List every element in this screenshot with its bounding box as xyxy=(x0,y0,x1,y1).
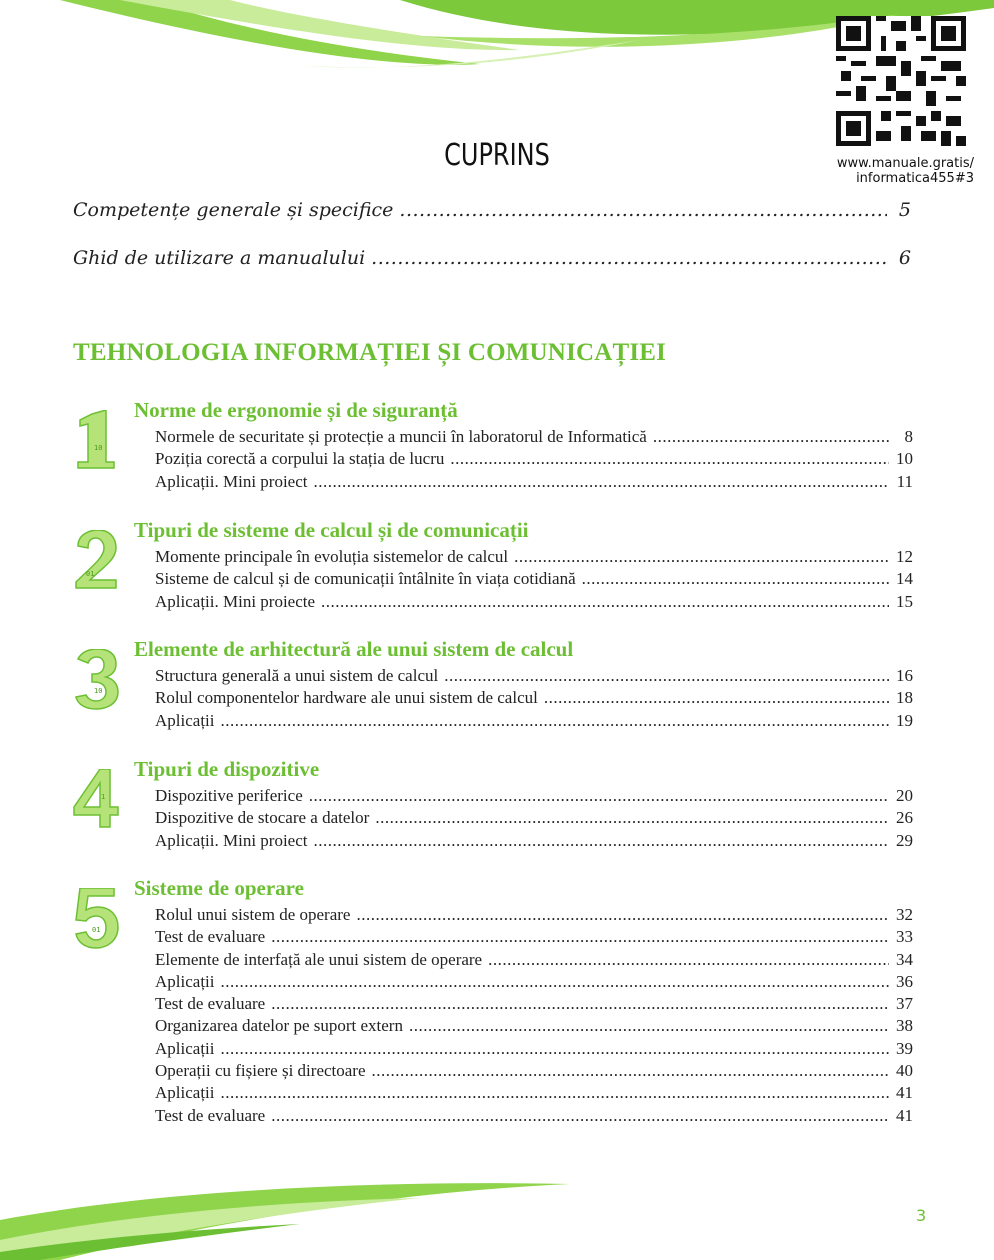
dot-leader xyxy=(220,971,889,993)
chapter-number-5-icon xyxy=(72,888,122,950)
toc-entry-page: 33 xyxy=(896,927,913,947)
toc-entry-label: Aplicații xyxy=(155,1038,215,1058)
toc-entry[interactable] xyxy=(155,448,913,470)
chapter-title: Tipuri de sisteme de calcul și de comunicații xyxy=(134,518,529,542)
toc-entry[interactable] xyxy=(155,665,913,687)
chapter-items xyxy=(155,665,913,732)
page-number: 3 xyxy=(916,1206,927,1225)
toc-entry[interactable] xyxy=(155,1015,913,1037)
chapter-items xyxy=(155,785,913,852)
chapter-title: Sisteme de operare xyxy=(134,876,304,900)
toc-entry[interactable] xyxy=(155,904,913,926)
toc-entry-page: 8 xyxy=(904,427,913,446)
toc-entry-page: 14 xyxy=(896,569,913,589)
chapter-title: Tipuri de dispozitive xyxy=(134,757,320,781)
toc-entry-label: Dispozitive de stocare a datelor xyxy=(155,808,370,828)
toc-entry-page: 15 xyxy=(896,591,913,611)
svg-text:10: 10 xyxy=(94,687,103,695)
toc-entry-page: 32 xyxy=(896,905,913,924)
dot-leader xyxy=(450,448,889,470)
toc-entry-label: Rolul componentelor hardware ale unui sistem de calcul xyxy=(155,688,538,708)
dot-leader xyxy=(314,471,890,493)
toc-entry-label: Aplicații. Mini proiect xyxy=(155,471,308,491)
qr-code[interactable] xyxy=(826,16,976,156)
toc-entry-page: 19 xyxy=(896,710,913,730)
toc-entry-page: 18 xyxy=(896,688,913,708)
toc-entry[interactable] xyxy=(155,807,913,829)
toc-entry-label: Aplicații xyxy=(155,1083,215,1103)
toc-entry-label: Test de evaluare xyxy=(155,927,266,947)
chapter-items xyxy=(155,546,913,613)
toc-entry[interactable] xyxy=(155,830,913,852)
toc-entry-label: Structura generală a unui sistem de calcul xyxy=(155,666,439,685)
toc-entry-label: Aplicații xyxy=(155,971,215,991)
toc-entry[interactable] xyxy=(155,993,913,1015)
toc-entry-page: 12 xyxy=(896,547,913,566)
qr-caption-line1: www.manuale.gratis/ xyxy=(836,156,974,171)
svg-text:10: 10 xyxy=(94,444,103,452)
toc-entry-page: 6 xyxy=(898,247,911,269)
toc-entry-page: 20 xyxy=(896,786,913,805)
chapter-number-2-icon xyxy=(72,530,122,592)
dot-leader xyxy=(399,197,887,223)
chapter-title: Norme de ergonomie și de siguranță xyxy=(134,398,458,422)
toc-entry-label: Poziția corectă a corpului la stația de lucru xyxy=(155,449,445,469)
toc-entry[interactable] xyxy=(155,1105,913,1127)
dot-leader xyxy=(220,1082,889,1104)
toc-entry[interactable] xyxy=(155,1038,913,1060)
toc-entry-page: 29 xyxy=(896,830,913,850)
binary-wave-banner-bottom xyxy=(0,1180,994,1260)
chapter-items xyxy=(155,904,913,1127)
toc-entry-page: 5 xyxy=(898,199,911,221)
toc-entry[interactable] xyxy=(155,785,913,807)
toc-entry-label: Momente principale în evoluția sistemelor de calcul xyxy=(155,547,509,566)
toc-entry-label: Aplicații xyxy=(155,710,215,730)
dot-leader xyxy=(271,993,889,1015)
toc-entry[interactable] xyxy=(155,949,913,971)
chapter-items xyxy=(155,426,913,493)
toc-entry[interactable] xyxy=(155,971,913,993)
dot-leader xyxy=(582,568,889,590)
toc-entry-label: Ghid de utilizare a manualului xyxy=(73,247,366,269)
toc-entry-label: Elemente de interfață ale unui sistem de operare xyxy=(155,949,483,969)
dot-leader xyxy=(309,785,889,807)
toc-entry-label: Rolul unui sistem de operare xyxy=(155,905,351,924)
dot-leader xyxy=(220,710,889,732)
toc-entry-label: Operații cu fișiere și directoare xyxy=(155,1061,366,1081)
toc-entry-label: Test de evaluare xyxy=(155,994,266,1014)
toc-entry[interactable] xyxy=(155,568,913,590)
chapter-number-3-icon xyxy=(72,649,122,711)
toc-entry-page: 37 xyxy=(896,994,913,1014)
toc-entry-label: Competențe generale și specifice xyxy=(73,199,394,221)
dot-leader xyxy=(371,245,887,271)
svg-text:01: 01 xyxy=(92,926,101,934)
svg-text:1: 1 xyxy=(101,793,106,801)
toc-entry[interactable] xyxy=(155,1082,913,1104)
toc-entry-label: Organizarea datelor pe suport extern xyxy=(155,1016,403,1036)
toc-entry-label: Sisteme de calcul și de comunicații întâlnite în viața cotidiană xyxy=(155,569,576,589)
dot-leader xyxy=(314,830,890,852)
toc-entry-label: Dispozitive periferice xyxy=(155,786,303,805)
front-matter-list xyxy=(73,197,911,293)
toc-entry-page: 34 xyxy=(896,949,913,969)
toc-entry-page: 10 xyxy=(896,449,913,469)
toc-entry-page: 41 xyxy=(896,1083,913,1103)
qr-caption-line2: informatica455#3 xyxy=(856,171,974,186)
qr-code-image xyxy=(836,16,966,146)
page-title: CUPRINS xyxy=(444,138,550,173)
dot-leader xyxy=(271,1105,889,1127)
dot-leader xyxy=(514,546,889,568)
toc-entry-page: 36 xyxy=(896,971,913,991)
toc-entry-label: Aplicații. Mini proiect xyxy=(155,830,308,850)
toc-entry[interactable] xyxy=(155,710,913,732)
chapter-number-1-icon xyxy=(72,410,122,472)
dot-leader xyxy=(356,904,889,926)
toc-entry-page: 40 xyxy=(896,1061,913,1081)
toc-entry[interactable] xyxy=(155,426,913,448)
dot-leader xyxy=(544,687,889,709)
toc-entry-label: Normele de securitate și protecție a muncii în laboratorul de Informatică xyxy=(155,427,647,446)
part-heading: TEHNOLOGIA INFORMAȚIEI ȘI COMUNICAȚIEI xyxy=(73,339,667,366)
toc-entry[interactable] xyxy=(73,245,911,293)
chapter-title: Elemente de arhitectură ale unui sistem de calcul xyxy=(134,637,574,661)
toc-entry[interactable] xyxy=(155,546,913,568)
toc-entry[interactable] xyxy=(155,926,913,948)
dot-leader xyxy=(271,926,889,948)
toc-entry[interactable] xyxy=(155,471,913,493)
dot-leader xyxy=(220,1038,889,1060)
toc-entry-page: 11 xyxy=(896,471,913,491)
toc-entry[interactable] xyxy=(73,197,911,245)
toc-entry-page: 41 xyxy=(896,1105,913,1125)
dot-leader xyxy=(321,591,889,613)
toc-entry[interactable] xyxy=(155,591,913,613)
dot-leader xyxy=(409,1015,889,1037)
toc-entry-page: 26 xyxy=(896,808,913,828)
dot-leader xyxy=(375,807,889,829)
toc-entry[interactable] xyxy=(155,687,913,709)
chapter-number-4-icon xyxy=(72,769,122,831)
toc-entry-label: Test de evaluare xyxy=(155,1105,266,1125)
svg-text:01: 01 xyxy=(86,570,95,578)
toc-entry-page: 38 xyxy=(896,1016,913,1036)
toc-entry[interactable] xyxy=(155,1060,913,1082)
dot-leader xyxy=(653,426,889,448)
dot-leader xyxy=(488,949,889,971)
toc-entry-page: 39 xyxy=(896,1038,913,1058)
toc-entry-label: Aplicații. Mini proiecte xyxy=(155,591,316,611)
toc-entry-page: 16 xyxy=(896,666,913,685)
dot-leader xyxy=(372,1060,889,1082)
dot-leader xyxy=(444,665,889,687)
